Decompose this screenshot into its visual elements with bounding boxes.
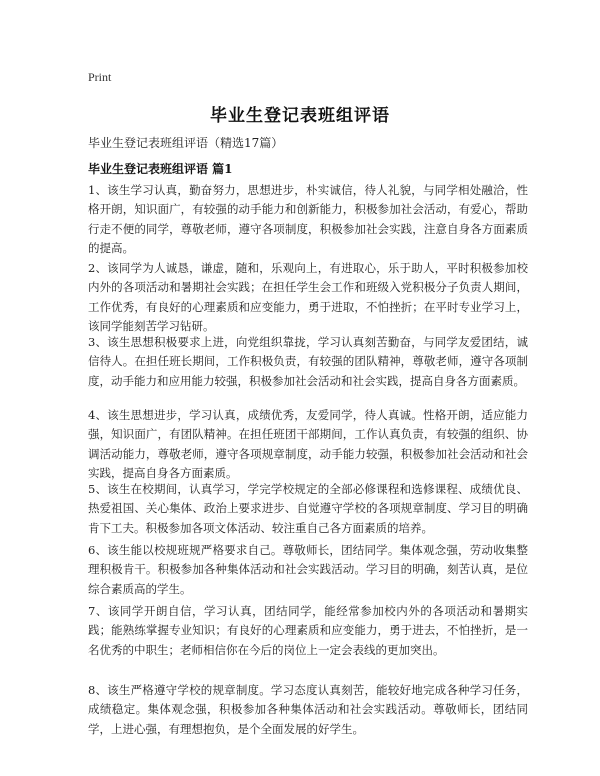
comment-paragraph-6: 6、该生能以校规班规严格要求自己。尊敬师长，团结同学。集体观念强，劳动收集整理积极肯干。积极参加各种集体活动和社会实践活动。学习目的明确，刻苦认真，是位综合素质高的学生。: [88, 543, 528, 596]
comment-paragraph-3: 3、该生思想积极要求上进，向党组织靠拢，学习认真刻苦勤奋，与同学友爱团结，诚信待人。在担任班长期间，工作积极负责，有较强的团队精神，尊敬老师，遵守各项制度，动手能力和应用能力较强，积极参加社会活动和社会实践，提高自身各方面素质。: [88, 335, 528, 388]
comment-paragraph-4: 4、该生思想进步，学习认真，成绩优秀，友爱同学，待人真诚。性格开朗，适应能力强，知识面广，有团队精神。在担任班团干部期间，工作认真负责，有较强的组织、协调活动能力，尊敬老师，遵守各项规章制度，动手能力较强，积极参加社会活动和社会实践，提高自身各方面素质。: [88, 408, 528, 480]
comment-paragraph-5: 5、该生在校期间，认真学习，学完学校规定的全部必修课程和选修课程、成绩优良、热爱祖国、关心集体、政治上要求进步、自觉遵守学校的各项规章制度、学习目的明确肯下工夫。积极参加各项文体活动、较注重自己各方面素质的培养。: [88, 482, 528, 535]
print-link[interactable]: Print: [88, 70, 112, 84]
comment-paragraph-7: 7、该同学开朗自信，学习认真，团结同学，能经常参加校内外的各项活动和暑期实践；能熟练掌握专业知识；有良好的心理素质和应变能力，勇于进去，不怕挫折，是一名优秀的中职生；老师相信你在今后的岗位上一定会表线的更加突出。: [88, 604, 528, 657]
comment-paragraph-8: 8、该生严格遵守学校的规章制度。学习态度认真刻苦，能较好地完成各种学习任务，成绩稳定。集体观念强，积极参加各种集体活动和社会实践活动。尊敬师长，团结同学，上进心强，有理想抱负，是个全面发展的好学生。: [88, 683, 528, 736]
page-title: 毕业生登记表班组评语: [210, 106, 390, 126]
comment-paragraph-2: 2、该同学为人诚恳，谦虚，随和，乐观向上，有进取心，乐于助人，平时积极参加校内外的各项活动和暑期社会实践；在担任学生会工作和班级入党积极分子负责人期间，工作优秀，有良好的心理素质和应变能力，勇于进取，不怕挫折；在平时专业学习上，该同学能刻苦学习钻研。: [88, 261, 528, 333]
document-subtitle: 毕业生登记表班组评语（精选17篇）: [88, 136, 284, 150]
comment-paragraph-1: 1、该生学习认真，勤奋努力，思想进步，朴实诚信，待人礼貌，与同学相处融洽，性格开朗，知识面广，有较强的动手能力和创新能力，积极参加社会活动，有爱心，帮助行走不便的同学，尊敬老师，遵守各项制度，积极参加社会实践，注意自身各方面素质的提高。: [88, 183, 528, 255]
section-heading: 毕业生登记表班组评语 篇1: [88, 162, 233, 176]
